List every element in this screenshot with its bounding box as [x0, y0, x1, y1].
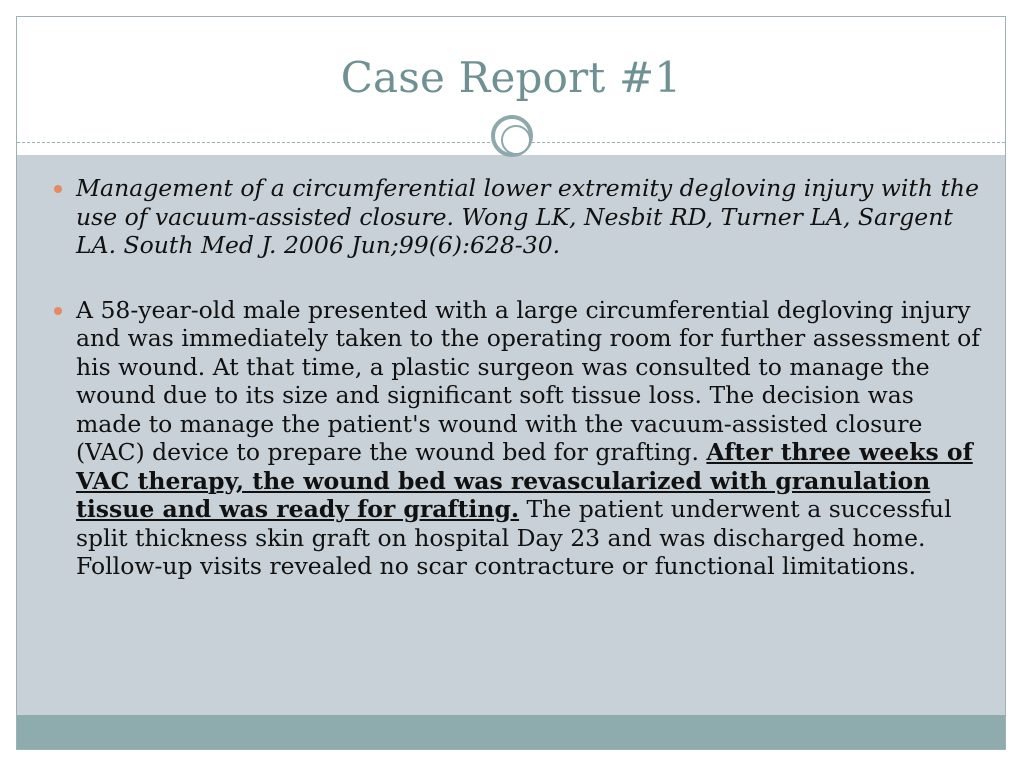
- circle-ornament-icon: [491, 115, 533, 157]
- slide-title: Case Report #1: [340, 53, 682, 102]
- case-intro-text: A 58-year-old male presented with a large circumferential degloving injury and was immediately taken to the operating room for further assessment of his wound. At that time, a plastic surgeon was consulted to manage the wound due to its size and significant soft tissue loss. The decision was made to manage the patient's wound with the vacuum-assisted closure (VAC) device to prepare the wound bed for grafting.: [76, 295, 980, 466]
- citation-text: Management of a circumferential lower extremity degloving injury with the use of vacuum-assisted closure. Wong LK, Nesbit RD, Turner LA, Sargent LA. South Med J. 2006 Jun;99(6):628-30.: [76, 174, 979, 259]
- case-summary-bullet: [41, 296, 985, 581]
- bullet-dot-icon: [54, 307, 62, 315]
- circle-ornament-inner-ring: [501, 125, 531, 155]
- case-emphasis-text: After three weeks of VAC therapy, the wound bed was revascularized with granulation tissue and was ready for grafting.: [76, 438, 973, 523]
- slide: [16, 16, 1006, 750]
- bottom-band: [17, 715, 1005, 749]
- citation-bullet: [41, 174, 985, 260]
- case-outcome-text: The patient underwent a successful split thickness skin graft on hospital Day 23 and was discharged home. Follow-up visits revealed no scar contracture or functional limitations.: [76, 495, 952, 580]
- bullet-dot-icon: [54, 185, 62, 193]
- bullet-list: [41, 174, 985, 581]
